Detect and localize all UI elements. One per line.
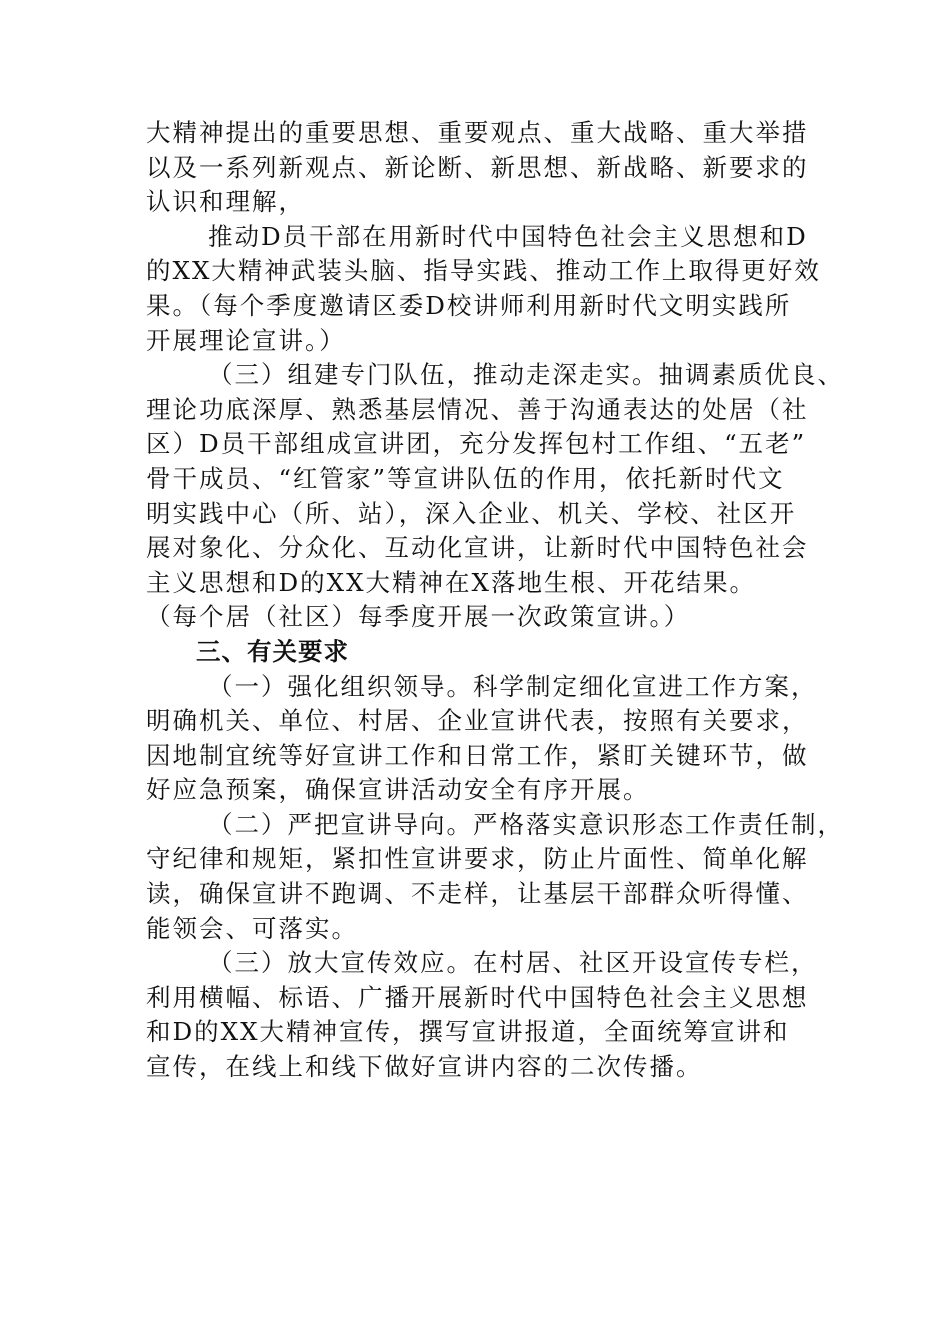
text-line: 展对象化、分众化、互动化宣讲，让新时代中国特色社会 [146, 533, 809, 563]
text-line: 明实践中心（所、站），深入企业、机关、学校、社区开 [146, 498, 797, 528]
text-line: 果。（每个季度邀请区委D校讲师利用新时代文明实践所 [146, 290, 792, 320]
text-line: 守纪律和规矩，紧扣性宣讲要求，防止片面性、简单化解 [146, 844, 809, 874]
text-line: 读，确保宣讲不跑调、不走样，让基层干部群众听得懂、 [146, 879, 809, 909]
text-line: 理论功底深厚、熟悉基层情况、善于沟通表达的处居（社 [146, 394, 809, 424]
paragraph-first-line: 推动D员干部在用新时代中国特色社会主义思想和D [208, 221, 808, 251]
text-line: 开展理论宣讲。） [146, 325, 346, 355]
text-line: 以及一系列新观点、新论断、新思想、新战略、新要求的 [146, 152, 809, 182]
text-line: 的XX大精神武装头脑、指导实践、推动工作上取得更好效 [146, 256, 821, 286]
text-line: 大精神提出的重要思想、重要观点、重大战略、重大举措 [146, 118, 809, 147]
text-line: 好应急预案，确保宣讲活动安全有序开展。 [146, 775, 650, 805]
paragraph-first-line: （一）强化组织领导。科学制定细化宣进工作方案， [208, 671, 818, 701]
text-line: 区）D员干部组成宣讲团，充分发挥包村工作组、“五老” [146, 429, 807, 459]
text-line: 主义思想和D的XX大精神在X落地生根、开花结果。 [146, 567, 756, 597]
section-heading: 三、有关要求 [196, 636, 349, 666]
paragraph-first-line: （三）组建专门队伍，推动走深走实。抽调素质优良、 [208, 360, 844, 390]
text-line: 利用横幅、标语、广播开展新时代中国特色社会主义思想 [146, 982, 809, 1012]
text-line: 因地制宜统等好宣讲工作和日常工作，紧盯关键环节，做 [146, 740, 809, 770]
text-line: 和D的XX大精神宣传，撰写宣讲报道，全面统筹宣讲和 [146, 1017, 790, 1047]
text-line: （每个居（社区）每季度开展一次政策宣讲。） [146, 602, 691, 632]
document-body [146, 116, 844, 1085]
paragraph-first-line: （二）严把宣讲导向。严格落实意识形态工作责任制， [208, 809, 844, 839]
text-line: 认识和理解， [146, 187, 305, 217]
text-line: 明确机关、单位、村居、企业宣讲代表，按照有关要求， [146, 706, 809, 736]
text-line: 宣传，在线上和线下做好宣讲内容的二次传播。 [146, 1052, 703, 1082]
paragraph-first-line: （三）放大宣传效应。在村居、社区开设宣传专栏， [208, 948, 818, 978]
text-line: 骨干成员、“红管家”等宣讲队伍的作用，依托新时代文 [146, 463, 785, 493]
text-line: 能领会、可落实。 [146, 913, 358, 943]
